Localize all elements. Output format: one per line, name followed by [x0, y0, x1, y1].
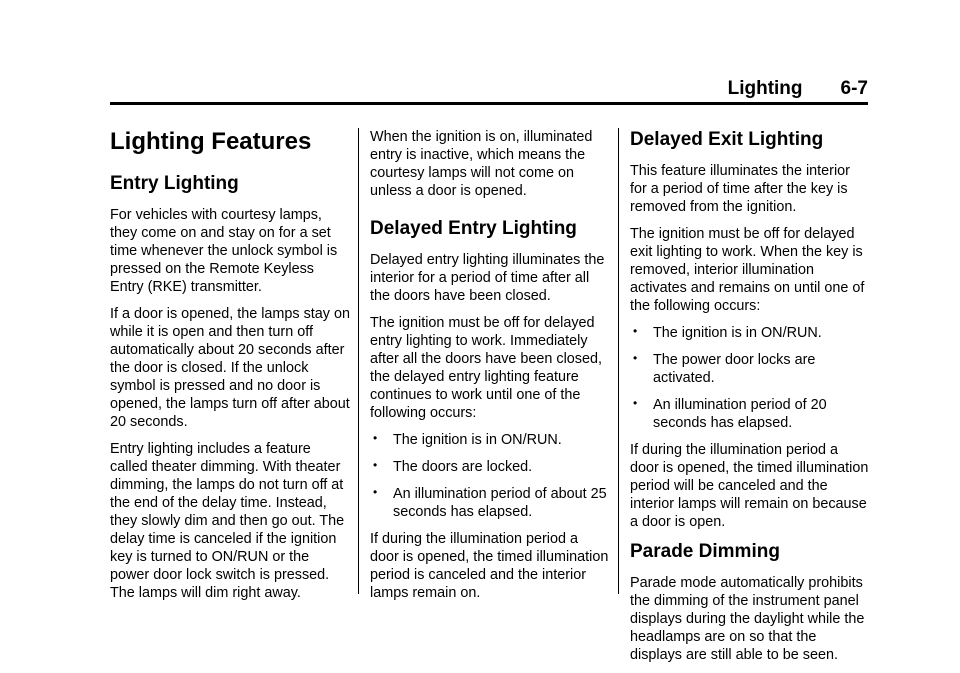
- heading-delayed-exit-lighting: Delayed Exit Lighting: [630, 129, 824, 150]
- column-1: [110, 128, 350, 611]
- list-item: • The ignition is in ON/RUN.: [633, 324, 822, 341]
- list-item: • The doors are locked.: [373, 458, 533, 475]
- list-item: • The power door locks are activated.: [633, 351, 816, 386]
- paragraph: Parade mode automatically prohibits the dimming of the instrument panel displays during the daylight while the headlamps are on so that the displays are still able to be seen.: [630, 575, 865, 663]
- list-item: • An illumination period of 20 seconds has elapsed.: [633, 396, 827, 431]
- heading-delayed-entry-lighting: Delayed Entry Lighting: [370, 218, 577, 239]
- section-title: Lighting: [727, 78, 803, 99]
- column-divider-1: [358, 128, 359, 594]
- heading-entry-lighting: Entry Lighting: [110, 173, 239, 194]
- page-title: Lighting Features: [110, 128, 312, 155]
- paragraph: The ignition must be off for delayed entry lighting to work. Immediately after all the doors have been closed, the delayed entry lighting feature continues to work until one of the following occurs:: [370, 315, 602, 421]
- paragraph: This feature illuminates the interior for a period of time after the key is removed from the ignition.: [630, 163, 850, 215]
- paragraph: For vehicles with courtesy lamps, they come on and stay on for a set time whenever the unlock symbol is pressed on the Remote Keyless Entry (RKE) transmitter.: [110, 207, 338, 295]
- column-2: [370, 128, 610, 611]
- paragraph: Delayed entry lighting illuminates the interior for a period of time after all the doors have been closed.: [370, 252, 605, 304]
- bullet-icon: •: [373, 431, 378, 445]
- bullet-icon: •: [633, 396, 638, 410]
- page-number: 6-7: [840, 78, 868, 99]
- paragraph: Entry lighting includes a feature called theater dimming. With theater dimming, the lamps do not turn off at the end of the delay time. Instead, they slowly dim and then go out. The delay time is canceled if the ignition key is turned to ON/RUN or the power door lock switch is pressed. The lamps will dim right away.: [110, 441, 345, 601]
- paragraph: The ignition must be off for delayed exit lighting to work. When the key is removed, interior illumination activates and remains on until one of the following occurs:: [630, 226, 865, 314]
- heading-parade-dimming: Parade Dimming: [630, 541, 780, 562]
- paragraph: If during the illumination period a door is opened, the timed illumination period will be canceled and the interior lamps will remain on because a door is open.: [630, 442, 869, 530]
- paragraph: If a door is opened, the lamps stay on while it is open and then turn off automatically about 20 seconds after the door is closed. If the unlock symbol is pressed and no door is opened, the lamps turn off after about 20 seconds.: [110, 306, 350, 430]
- bullet-icon: •: [373, 458, 378, 472]
- list-item: • An illumination period of about 25 seconds has elapsed.: [373, 485, 607, 520]
- page-header: [0, 78, 868, 100]
- list-item: • The ignition is in ON/RUN.: [373, 431, 562, 448]
- bullet-icon: •: [373, 485, 378, 499]
- bullet-icon: •: [633, 351, 638, 365]
- column-divider-2: [618, 128, 619, 594]
- bullet-list: [370, 431, 610, 521]
- bullet-list: [630, 324, 870, 432]
- paragraph: If during the illumination period a door is opened, the timed illumination period is canceled and the interior lamps remain on.: [370, 531, 609, 601]
- header-rule: [110, 102, 868, 105]
- paragraph: When the ignition is on, illuminated entry is inactive, which means the courtesy lamps will not come on unless a door is opened.: [370, 129, 593, 199]
- column-3: [630, 128, 870, 673]
- bullet-icon: •: [633, 324, 638, 338]
